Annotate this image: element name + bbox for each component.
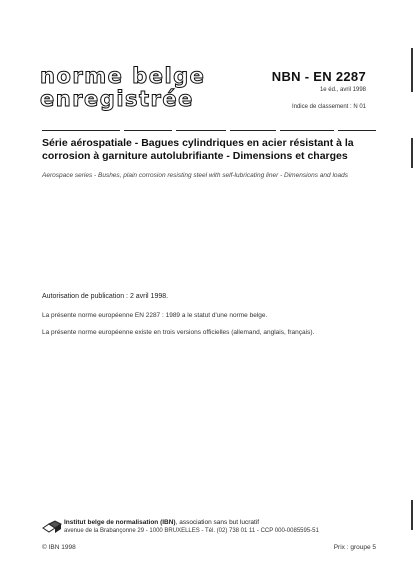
scan-edge-mark (411, 500, 413, 530)
scan-edge-mark (411, 138, 413, 168)
versions-note: La présente norme européenne existe en trois versions officielles (allemand, anglais, français). (42, 329, 315, 336)
edition-date: 1e éd., avril 1998 (319, 87, 366, 93)
institute-name: Institut belge de normalisation (IBN) (64, 519, 176, 526)
divider-rule (42, 130, 120, 131)
divider-rule (338, 130, 376, 131)
divider-rule (124, 130, 172, 131)
divider-rule (176, 130, 226, 131)
ibn-logo-icon (42, 520, 62, 534)
standard-reference: NBN - EN 2287 (271, 69, 366, 84)
scan-edge-mark (411, 48, 413, 92)
institute-line (64, 519, 259, 526)
brand-line-2: enregistrée (40, 87, 194, 111)
status-note: La présente norme européenne EN 2287 : 1989 a le statut d'une norme belge. (42, 312, 268, 319)
divider-rule (280, 130, 334, 131)
divider-rule (230, 130, 276, 131)
brand-line-1: norme belge (40, 64, 206, 88)
title-english: Aerospace series - Bushes, plain corrosion resisting steel with self-lubricating liner - Dimensions and loads (42, 172, 349, 179)
institute-suffix: , association sans but lucratif (175, 519, 260, 526)
title-french: Série aérospatiale - Bagues cylindriques en acier résistant à la corrosion à garniture autolubrifiante - Dimensions et charges (42, 137, 354, 162)
publication-authorization: Autorisation de publication : 2 avril 1998. (42, 293, 169, 300)
institute-address: avenue de la Brabançonne 29 - 1000 BRUXELLES - Tél. (02) 738 01 11 - CCP 000-0085595-51 (64, 528, 319, 534)
classification-index: Indice de classement : N 01 (291, 104, 366, 110)
price-group: Prix : groupe 5 (333, 544, 376, 551)
copyright: © IBN 1998 (42, 544, 76, 551)
document-type-heading (40, 66, 205, 110)
